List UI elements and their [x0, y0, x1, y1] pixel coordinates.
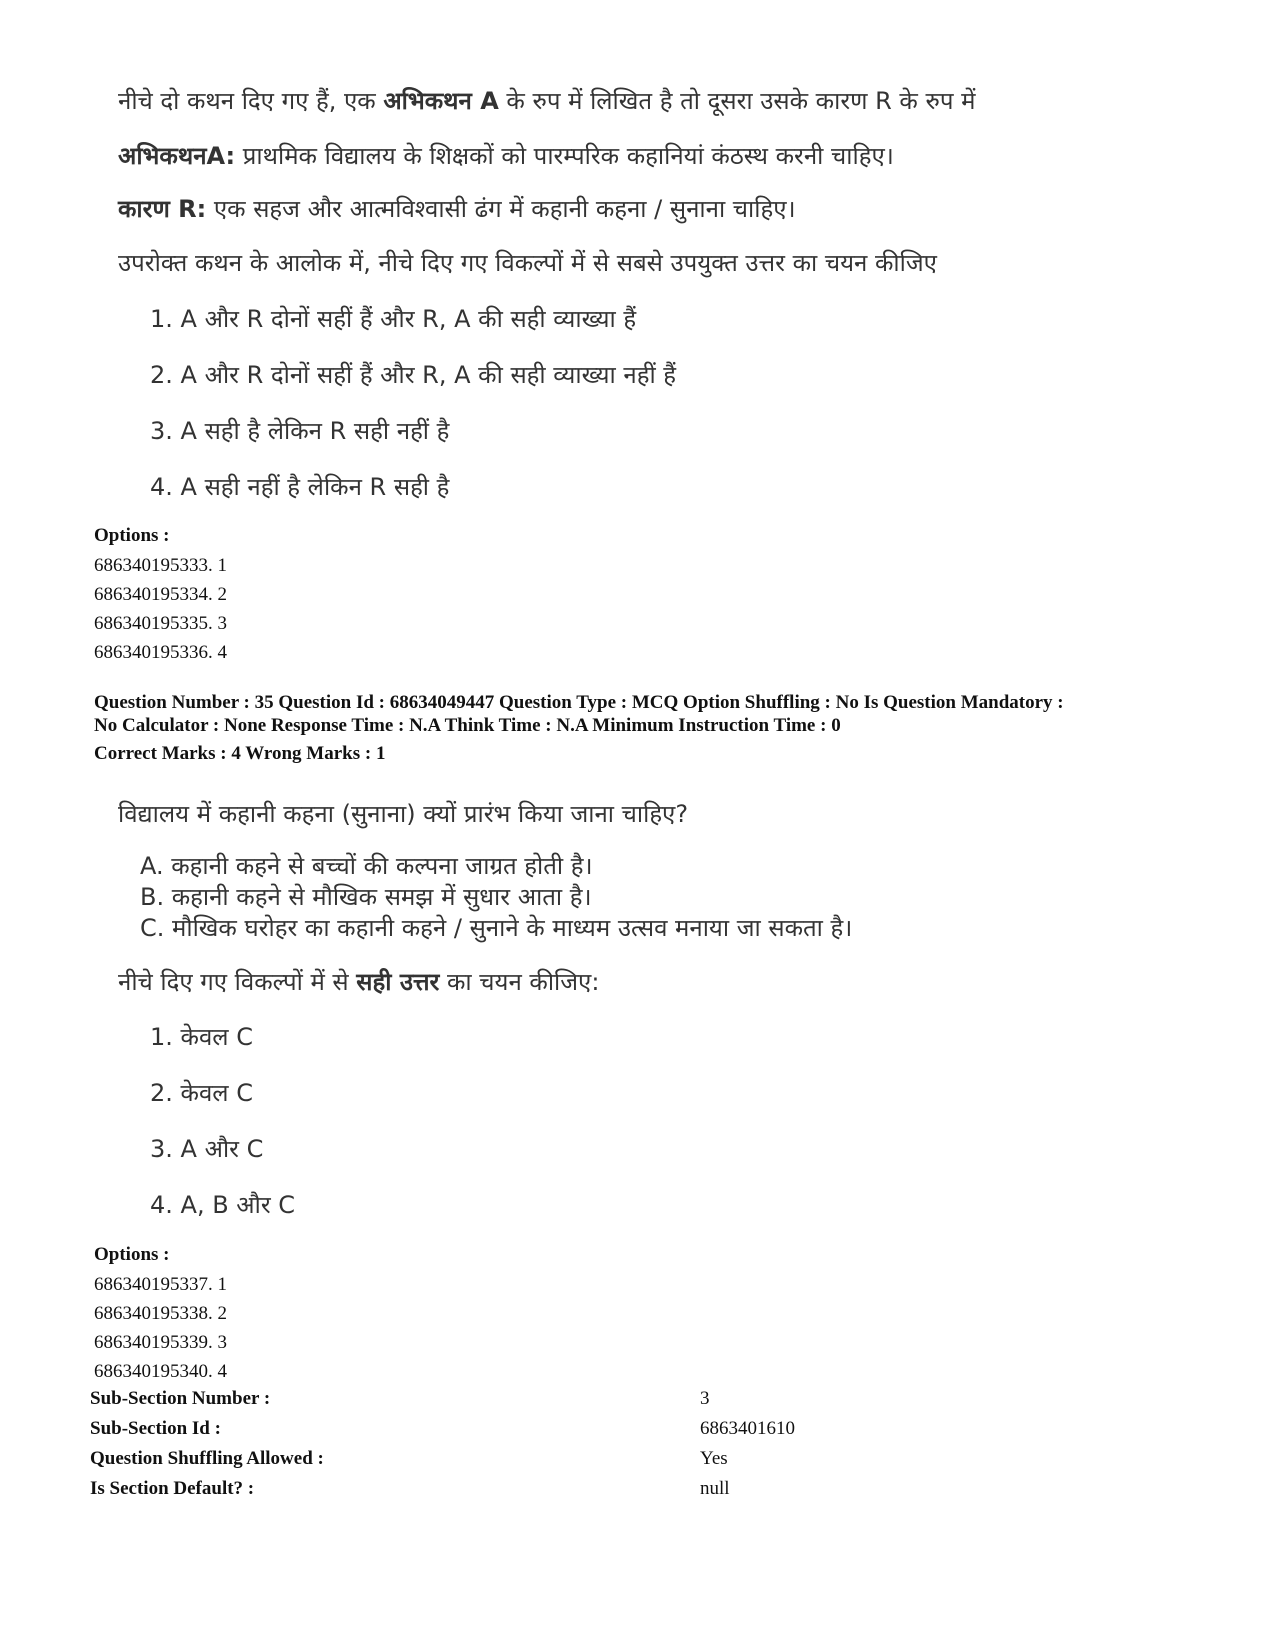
subsection-table — [90, 1384, 795, 1504]
q34-reason-label: कारण R: — [118, 195, 207, 223]
q35-choice: 4. A, B और C — [150, 1191, 296, 1219]
q34-assertion-text: प्राथमिक विद्यालय के शिक्षकों को पारम्परिक कहानियां कंठस्थ करनी चाहिए। — [235, 142, 894, 170]
q34-intro-bold: अभिकथन A — [383, 87, 499, 115]
subsection-row — [90, 1384, 710, 1414]
option-id: 686340195333. 1 — [94, 555, 227, 576]
q34-reason-text: एक सहज और आत्मविश्वासी ढंग में कहानी कहना / सुनाना चाहिए। — [206, 195, 796, 223]
subsection-value: 3 — [700, 1388, 710, 1409]
q35-statement: A. कहानी कहने से बच्चों की कल्पना जाग्रत होती है। — [140, 852, 593, 880]
q35-options-list — [94, 1270, 227, 1386]
q34-options-list — [94, 551, 227, 667]
q35-choice: 1. केवल C — [150, 1023, 253, 1051]
option-id: 686340195334. 2 — [94, 584, 227, 605]
q34-intro-post: के रुप में लिखित है तो दूसरा उसके कारण R के रुप में — [498, 87, 976, 115]
q34-assertion-label: अभिकथनA: — [118, 142, 236, 170]
q35-instr-post: का चयन कीजिए: — [439, 968, 600, 996]
subsection-row — [90, 1474, 730, 1504]
subsection-key: Question Shuffling Allowed : — [90, 1448, 324, 1469]
q35-statement: C. मौखिक घरोहर का कहानी कहने / सुनाने के माध्यम उत्सव मनाया जा सकता है। — [140, 914, 853, 942]
subsection-key: Is Section Default? : — [90, 1478, 255, 1499]
option-id: 686340195336. 4 — [94, 642, 227, 663]
q34-choice: 1. A और R दोनों सहीं हैं और R, A की सही व्याख्या हैं — [150, 305, 637, 333]
q34-options-label: Options : — [94, 525, 170, 546]
q34-instruction: उपरोक्त कथन के आलोक में, नीचे दिए गए विकल्पों में से सबसे उपयुक्त उत्तर का चयन कीजिए — [118, 249, 937, 277]
q35-options-label: Options : — [94, 1244, 170, 1265]
q35-question: विद्यालय में कहानी कहना (सुनाना) क्यों प्रारंभ किया जाना चाहिए? — [118, 800, 689, 828]
option-id: 686340195339. 3 — [94, 1332, 227, 1353]
q34-assertion — [118, 139, 894, 172]
q35-choice: 3. A और C — [150, 1135, 264, 1163]
subsection-value: 6863401610 — [700, 1418, 795, 1439]
subsection-row — [90, 1444, 728, 1474]
q34-choice: 2. A और R दोनों सहीं हैं और R, A की सही व्याख्या नहीं हैं — [150, 361, 677, 389]
option-id: 686340195335. 3 — [94, 613, 227, 634]
q35-instr-pre: नीचे दिए गए विकल्पों में से — [118, 968, 357, 996]
q34-choice: 3. A सही है लेकिन R सही नहीं है — [150, 417, 450, 445]
q34-intro-pre: नीचे दो कथन दिए गए हैं, एक — [118, 87, 384, 115]
subsection-key: Sub-Section Id : — [90, 1418, 221, 1439]
subsection-value: null — [700, 1478, 730, 1499]
q34-intro — [118, 84, 975, 117]
q35-instruction — [118, 965, 599, 998]
q35-choice: 2. केवल C — [150, 1079, 253, 1107]
option-id: 686340195337. 1 — [94, 1274, 227, 1295]
subsection-key: Sub-Section Number : — [90, 1388, 271, 1409]
q35-meta-line2: No Calculator : None Response Time : N.A Think Time : N.A Minimum Instruction Time : 0 — [94, 715, 841, 736]
subsection-row — [90, 1414, 795, 1444]
q35-meta-line3: Correct Marks : 4 Wrong Marks : 1 — [94, 743, 386, 764]
q34-reason — [118, 192, 796, 225]
option-id: 686340195338. 2 — [94, 1303, 227, 1324]
q34-choice: 4. A सही नहीं है लेकिन R सही है — [150, 473, 450, 501]
q35-statement: B. कहानी कहने से मौखिक समझ में सुधार आता है। — [140, 883, 592, 911]
q35-instr-bold: सही उत्तर — [356, 968, 440, 996]
q35-meta-line1: Question Number : 35 Question Id : 68634049447 Question Type : MCQ Option Shuffling : No Is Question Mandatory : — [94, 692, 1064, 713]
option-id: 686340195340. 4 — [94, 1361, 227, 1382]
subsection-value: Yes — [700, 1448, 728, 1469]
